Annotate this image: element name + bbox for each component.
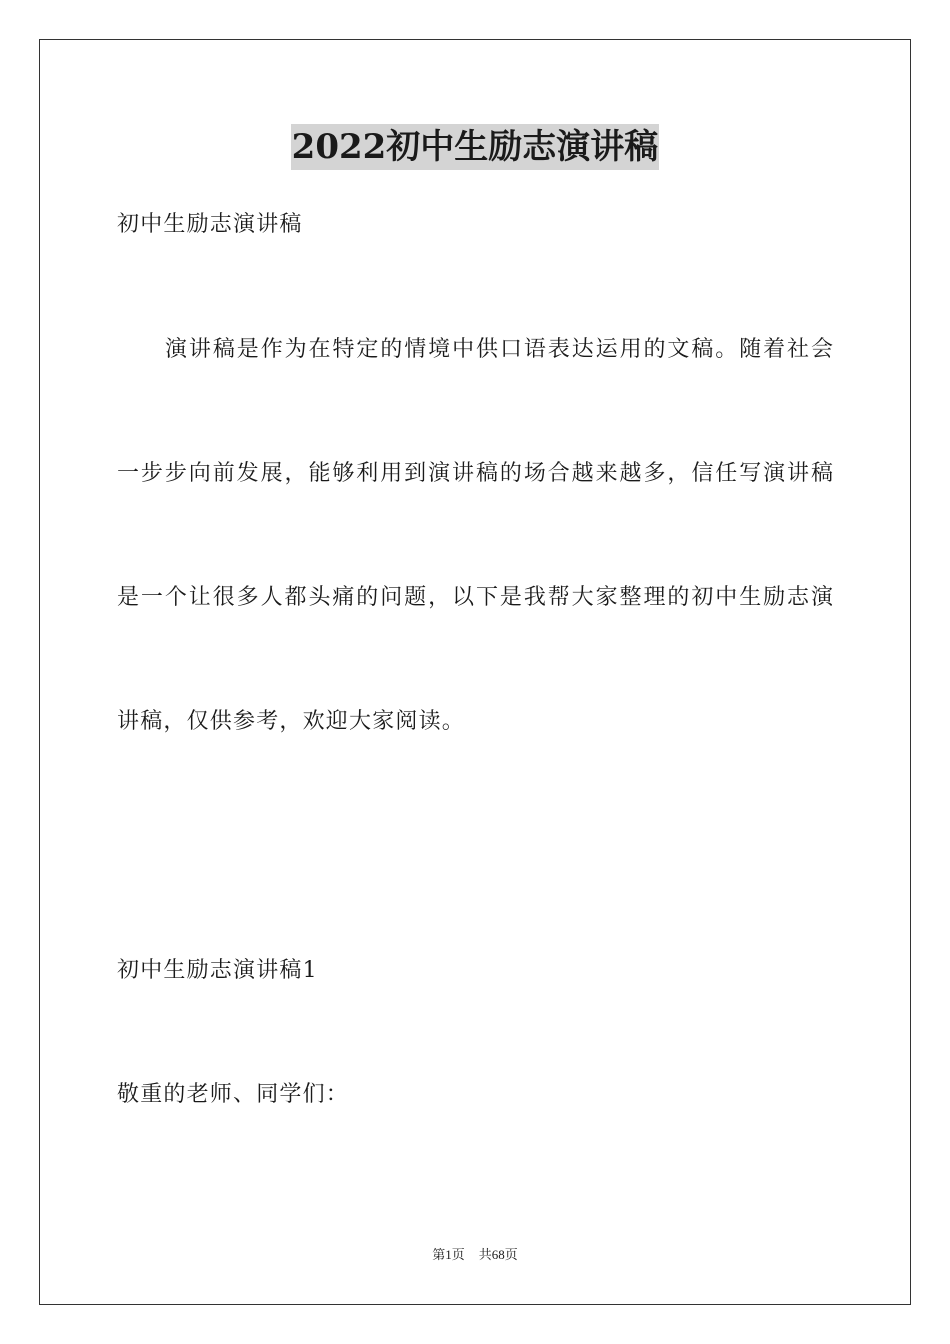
- document-title: [0, 124, 950, 170]
- page-footer: [0, 1246, 950, 1264]
- intro-line-1: 演讲稿是作为在特定的情境中供口语表达运用的文稿。随着社会: [165, 337, 833, 362]
- document-subtitle: 初中生励志演讲稿: [117, 212, 303, 237]
- intro-line-3: 是一个让很多人都头痛的问题，以下是我帮大家整理的初中生励志演: [117, 585, 833, 610]
- page-total: 共68页: [478, 1247, 518, 1262]
- salutation: 敬重的老师、同学们：: [117, 1082, 350, 1107]
- intro-line-2: 一步步向前发展，能够利用到演讲稿的场合越来越多，信任写演讲稿: [117, 461, 833, 486]
- section-heading: 初中生励志演讲稿1: [117, 958, 318, 983]
- intro-line-4: 讲稿，仅供参考，欢迎大家阅读。: [117, 709, 466, 734]
- page-number: 第1页: [432, 1247, 465, 1262]
- document-title-text: 2022初中生励志演讲稿: [291, 124, 660, 170]
